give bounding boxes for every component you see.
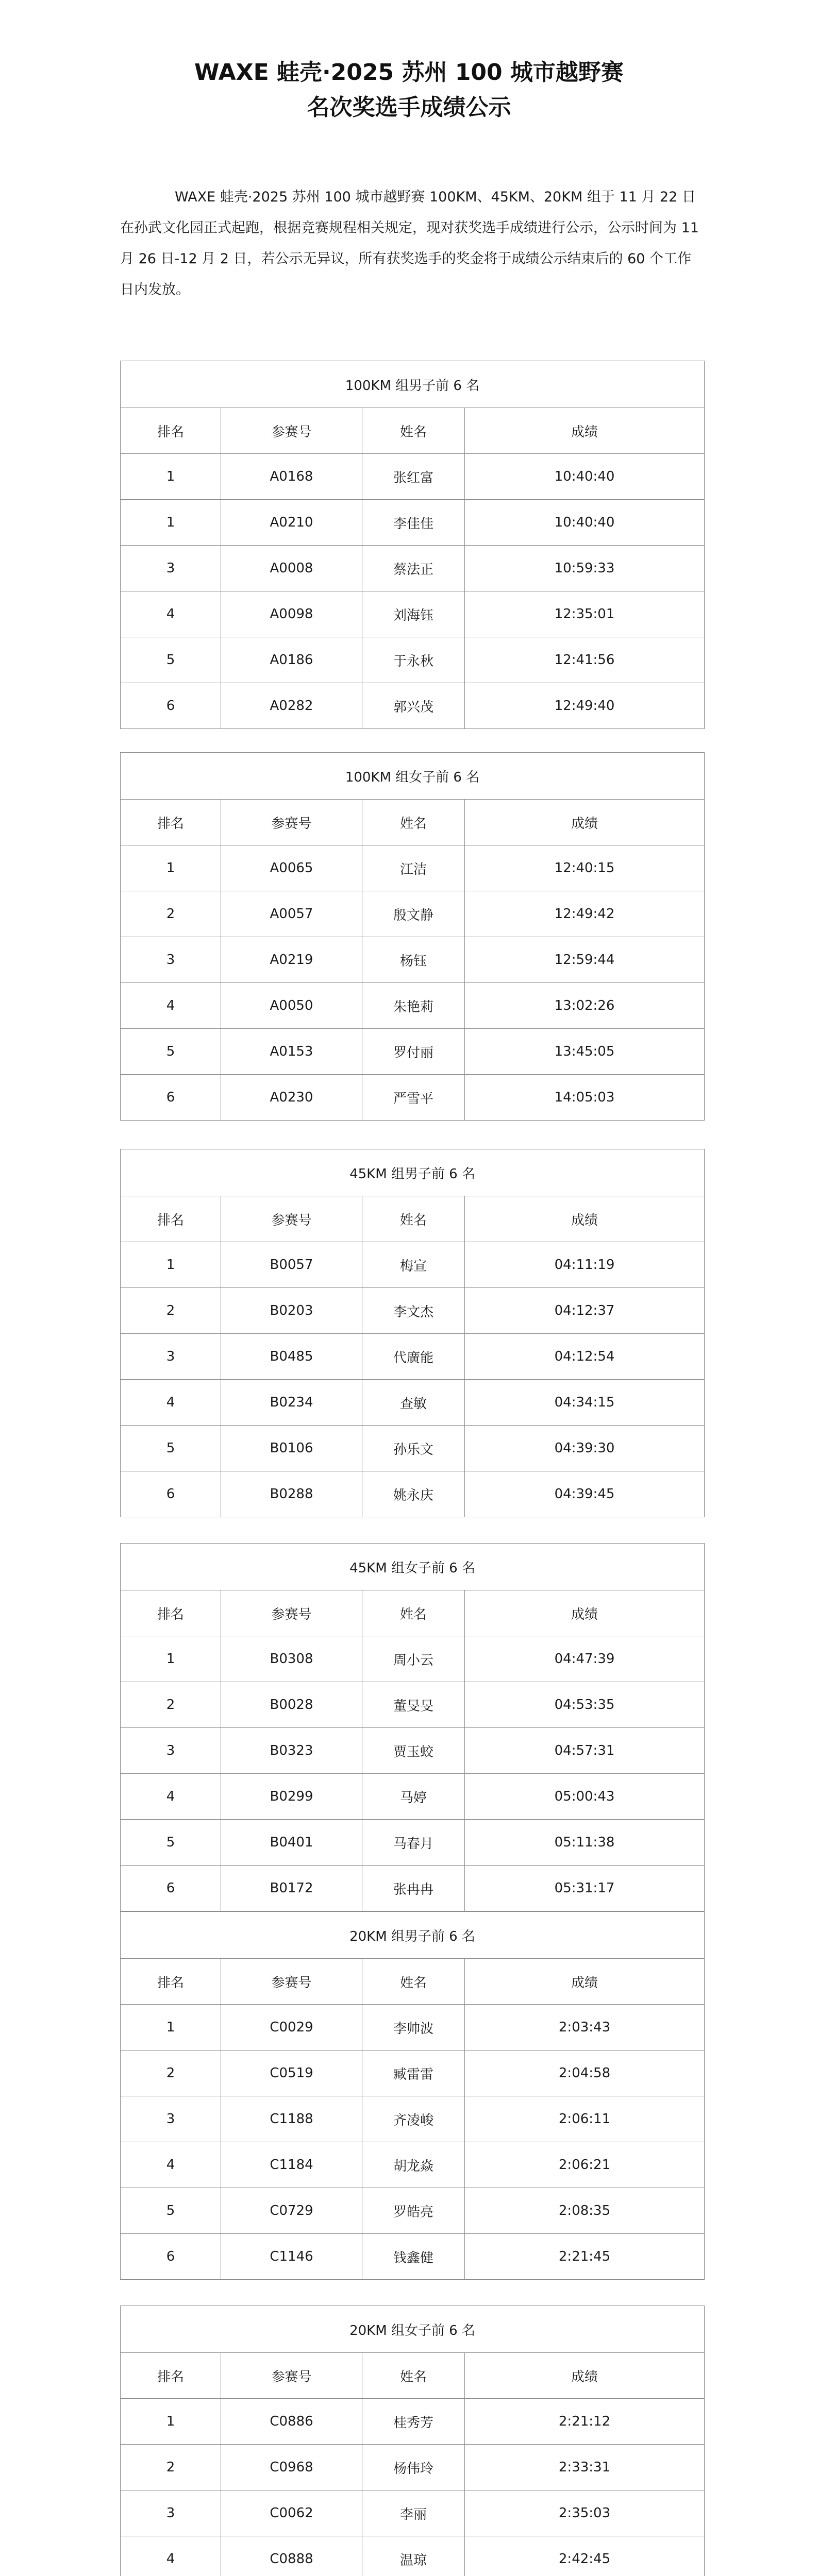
bib-cell: A0050 [221, 983, 362, 1029]
bib-cell: B0028 [221, 1682, 362, 1728]
rank-cell: 1 [121, 1242, 221, 1288]
result-cell: 2:35:03 [465, 2490, 705, 2536]
rank-cell: 6 [121, 1866, 221, 1911]
result-cell: 2:06:11 [465, 2096, 705, 2142]
table-row [121, 2050, 705, 2096]
table-row [121, 1471, 705, 1517]
rank-cell: 3 [121, 546, 221, 591]
result-cell: 2:04:58 [465, 2050, 705, 2096]
table-row [121, 2490, 705, 2536]
result-cell: 12:40:15 [465, 845, 705, 891]
bib-cell: A0219 [221, 937, 362, 983]
result-cell: 13:02:26 [465, 983, 705, 1029]
result-cell: 04:39:45 [465, 1471, 705, 1517]
result-cell: 2:03:43 [465, 2005, 705, 2050]
name-cell: 姚永庆 [362, 1471, 465, 1517]
bib-cell: A0210 [221, 500, 362, 546]
rank-cell: 4 [121, 1774, 221, 1820]
header-name: 姓名 [362, 1196, 465, 1242]
header-bib: 参赛号 [221, 1590, 362, 1636]
result-cell: 04:57:31 [465, 1728, 705, 1774]
bib-cell: A0230 [221, 1075, 362, 1121]
result-cell: 2:21:45 [465, 2234, 705, 2280]
bib-cell: C1146 [221, 2234, 362, 2280]
rank-cell: 3 [121, 2096, 221, 2142]
header-bib: 参赛号 [221, 800, 362, 845]
bib-cell: B0323 [221, 1728, 362, 1774]
name-cell: 罗付丽 [362, 1029, 465, 1075]
table-row [121, 1334, 705, 1380]
table-row [121, 1820, 705, 1866]
header-rank: 排名 [121, 1590, 221, 1636]
rank-cell: 2 [121, 2445, 221, 2490]
table-caption: 20KM 组女子前 6 名 [121, 2306, 705, 2353]
bib-cell: C0968 [221, 2445, 362, 2490]
result-cell: 04:12:54 [465, 1334, 705, 1380]
header-result: 成绩 [465, 1196, 705, 1242]
name-cell: 臧雷雷 [362, 2050, 465, 2096]
result-cell: 12:49:40 [465, 683, 705, 729]
table-caption: 20KM 组男子前 6 名 [121, 1912, 705, 1959]
results-table-100km-men [120, 361, 705, 729]
name-cell: 张冉冉 [362, 1866, 465, 1911]
name-cell: 江洁 [362, 845, 465, 891]
result-cell: 13:45:05 [465, 1029, 705, 1075]
table-row [121, 683, 705, 729]
result-cell: 05:00:43 [465, 1774, 705, 1820]
result-cell: 10:59:33 [465, 546, 705, 591]
name-cell: 朱艳莉 [362, 983, 465, 1029]
header-bib: 参赛号 [221, 408, 362, 454]
table-header-row [121, 408, 705, 454]
result-cell: 2:33:31 [465, 2445, 705, 2490]
result-cell: 10:40:40 [465, 500, 705, 546]
rank-cell: 3 [121, 937, 221, 983]
result-cell: 12:59:44 [465, 937, 705, 983]
header-rank: 排名 [121, 408, 221, 454]
table-row [121, 2142, 705, 2188]
rank-cell: 1 [121, 1636, 221, 1682]
name-cell: 严雪平 [362, 1075, 465, 1121]
rank-cell: 6 [121, 2234, 221, 2280]
table-row [121, 937, 705, 983]
header-result: 成绩 [465, 1590, 705, 1636]
table-header-row [121, 1196, 705, 1242]
bib-cell: A0057 [221, 891, 362, 937]
rank-cell: 2 [121, 2050, 221, 2096]
header-result: 成绩 [465, 408, 705, 454]
name-cell: 孙乐文 [362, 1426, 465, 1471]
result-cell: 05:31:17 [465, 1866, 705, 1911]
bib-cell: B0172 [221, 1866, 362, 1911]
results-table-45km-women [120, 1543, 705, 1911]
rank-cell: 6 [121, 1075, 221, 1121]
name-cell: 胡龙焱 [362, 2142, 465, 2188]
name-cell: 罗皓亮 [362, 2188, 465, 2234]
results-table-100km-women [120, 752, 705, 1121]
rank-cell: 4 [121, 2536, 221, 2576]
name-cell: 李帅波 [362, 2005, 465, 2050]
result-cell: 12:41:56 [465, 637, 705, 683]
name-cell: 温琼 [362, 2536, 465, 2576]
header-name: 姓名 [362, 408, 465, 454]
bib-cell: C0519 [221, 2050, 362, 2096]
bib-cell: B0057 [221, 1242, 362, 1288]
rank-cell: 5 [121, 2188, 221, 2234]
table-row [121, 2536, 705, 2576]
name-cell: 梅宣 [362, 1242, 465, 1288]
name-cell: 代廣能 [362, 1334, 465, 1380]
table-row [121, 454, 705, 500]
bib-cell: C0029 [221, 2005, 362, 2050]
rank-cell: 5 [121, 1820, 221, 1866]
name-cell: 张红富 [362, 454, 465, 500]
table-row [121, 1728, 705, 1774]
result-cell: 2:42:45 [465, 2536, 705, 2576]
table-row [121, 2234, 705, 2280]
header-name: 姓名 [362, 1590, 465, 1636]
results-table-45km-men [120, 1149, 705, 1517]
name-cell: 桂秀芳 [362, 2399, 465, 2445]
bib-cell: A0168 [221, 454, 362, 500]
name-cell: 周小云 [362, 1636, 465, 1682]
rank-cell: 4 [121, 2142, 221, 2188]
name-cell: 郭兴茂 [362, 683, 465, 729]
name-cell: 马婷 [362, 1774, 465, 1820]
name-cell: 李佳佳 [362, 500, 465, 546]
bib-cell: C1188 [221, 2096, 362, 2142]
result-cell: 12:35:01 [465, 591, 705, 637]
rank-cell: 5 [121, 1426, 221, 1471]
table-row [121, 1682, 705, 1728]
name-cell: 董旻旻 [362, 1682, 465, 1728]
rank-cell: 1 [121, 500, 221, 546]
header-bib: 参赛号 [221, 1959, 362, 2005]
header-result: 成绩 [465, 800, 705, 845]
name-cell: 李丽 [362, 2490, 465, 2536]
rank-cell: 4 [121, 591, 221, 637]
rank-cell: 5 [121, 1029, 221, 1075]
bib-cell: B0203 [221, 1288, 362, 1334]
table-row [121, 1242, 705, 1288]
header-rank: 排名 [121, 2353, 221, 2399]
result-cell: 2:06:21 [465, 2142, 705, 2188]
bib-cell: B0106 [221, 1426, 362, 1471]
page-subtitle: 名次奖选手成绩公示 [307, 94, 511, 121]
name-cell: 查敏 [362, 1380, 465, 1426]
results-table-20km-men [120, 1911, 705, 2280]
table-row [121, 983, 705, 1029]
rank-cell: 3 [121, 1334, 221, 1380]
bib-cell: B0288 [221, 1471, 362, 1517]
table-row [121, 2005, 705, 2050]
result-cell: 2:21:12 [465, 2399, 705, 2445]
rank-cell: 6 [121, 1471, 221, 1517]
result-cell: 2:08:35 [465, 2188, 705, 2234]
table-caption: 100KM 组女子前 6 名 [121, 753, 705, 800]
name-cell: 贾玉蛟 [362, 1728, 465, 1774]
rank-cell: 3 [121, 2490, 221, 2536]
name-cell: 刘海钰 [362, 591, 465, 637]
bib-cell: C1184 [221, 2142, 362, 2188]
table-row [121, 500, 705, 546]
table-row [121, 591, 705, 637]
bib-cell: A0186 [221, 637, 362, 683]
table-row [121, 1288, 705, 1334]
rank-cell: 1 [121, 845, 221, 891]
bib-cell: A0282 [221, 683, 362, 729]
table-row [121, 845, 705, 891]
rank-cell: 1 [121, 454, 221, 500]
table-row [121, 2445, 705, 2490]
table-caption: 45KM 组女子前 6 名 [121, 1544, 705, 1590]
table-row [121, 1029, 705, 1075]
header-rank: 排名 [121, 800, 221, 845]
rank-cell: 4 [121, 983, 221, 1029]
page-title: WAXE 蛙壳·2025 苏州 100 城市越野赛 [194, 59, 624, 86]
header-result: 成绩 [465, 2353, 705, 2399]
header-rank: 排名 [121, 1959, 221, 2005]
bib-cell: A0008 [221, 546, 362, 591]
result-cell: 04:12:37 [465, 1288, 705, 1334]
bib-cell: B0485 [221, 1334, 362, 1380]
rank-cell: 2 [121, 891, 221, 937]
rank-cell: 1 [121, 2005, 221, 2050]
name-cell: 蔡法正 [362, 546, 465, 591]
bib-cell: C0886 [221, 2399, 362, 2445]
table-row [121, 1636, 705, 1682]
table-row [121, 1866, 705, 1911]
bib-cell: C0729 [221, 2188, 362, 2234]
name-cell: 于永秋 [362, 637, 465, 683]
intro-paragraph: WAXE 蛙壳·2025 苏州 100 城市越野赛 100KM、45KM、20KM 组于 11 月 22 日在孙武文化园正式起跑，根据竞赛规程相关规定，现对获奖选手成绩进行公示，公示时间为 11 月 26 日-12 月 2 日，若公示无异议，所有获奖选手的奖金将于成绩公示结束后的 60 个工作日内发放。 [120, 189, 699, 298]
table-row [121, 546, 705, 591]
name-cell: 钱鑫健 [362, 2234, 465, 2280]
name-cell: 马春月 [362, 1820, 465, 1866]
rank-cell: 3 [121, 1728, 221, 1774]
header-name: 姓名 [362, 2353, 465, 2399]
rank-cell: 1 [121, 2399, 221, 2445]
header-result: 成绩 [465, 1959, 705, 2005]
results-table-20km-women [120, 2306, 705, 2576]
result-cell: 12:49:42 [465, 891, 705, 937]
table-row [121, 1426, 705, 1471]
name-cell: 杨钰 [362, 937, 465, 983]
result-cell: 10:40:40 [465, 454, 705, 500]
rank-cell: 6 [121, 683, 221, 729]
name-cell: 齐凌峻 [362, 2096, 465, 2142]
result-cell: 04:53:35 [465, 1682, 705, 1728]
bib-cell: B0234 [221, 1380, 362, 1426]
name-cell: 殷文静 [362, 891, 465, 937]
table-row [121, 2399, 705, 2445]
bib-cell: B0401 [221, 1820, 362, 1866]
bib-cell: A0065 [221, 845, 362, 891]
table-row [121, 1774, 705, 1820]
table-row [121, 2188, 705, 2234]
header-rank: 排名 [121, 1196, 221, 1242]
table-header-row [121, 2353, 705, 2399]
header-bib: 参赛号 [221, 2353, 362, 2399]
rank-cell: 5 [121, 637, 221, 683]
result-cell: 04:47:39 [465, 1636, 705, 1682]
result-cell: 14:05:03 [465, 1075, 705, 1121]
rank-cell: 2 [121, 1288, 221, 1334]
bib-cell: B0299 [221, 1774, 362, 1820]
table-header-row [121, 800, 705, 845]
table-caption: 45KM 组男子前 6 名 [121, 1149, 705, 1196]
rank-cell: 4 [121, 1380, 221, 1426]
table-row [121, 891, 705, 937]
table-row [121, 2096, 705, 2142]
header-name: 姓名 [362, 800, 465, 845]
table-row [121, 637, 705, 683]
table-header-row [121, 1590, 705, 1636]
table-header-row [121, 1959, 705, 2005]
header-name: 姓名 [362, 1959, 465, 2005]
bib-cell: C0888 [221, 2536, 362, 2576]
result-cell: 04:34:15 [465, 1380, 705, 1426]
result-cell: 05:11:38 [465, 1820, 705, 1866]
bib-cell: B0308 [221, 1636, 362, 1682]
table-row [121, 1380, 705, 1426]
name-cell: 杨伟玲 [362, 2445, 465, 2490]
table-row [121, 1075, 705, 1121]
table-caption: 100KM 组男子前 6 名 [121, 361, 705, 408]
result-cell: 04:39:30 [465, 1426, 705, 1471]
name-cell: 李文杰 [362, 1288, 465, 1334]
header-bib: 参赛号 [221, 1196, 362, 1242]
rank-cell: 2 [121, 1682, 221, 1728]
bib-cell: C0062 [221, 2490, 362, 2536]
bib-cell: A0098 [221, 591, 362, 637]
bib-cell: A0153 [221, 1029, 362, 1075]
result-cell: 04:11:19 [465, 1242, 705, 1288]
